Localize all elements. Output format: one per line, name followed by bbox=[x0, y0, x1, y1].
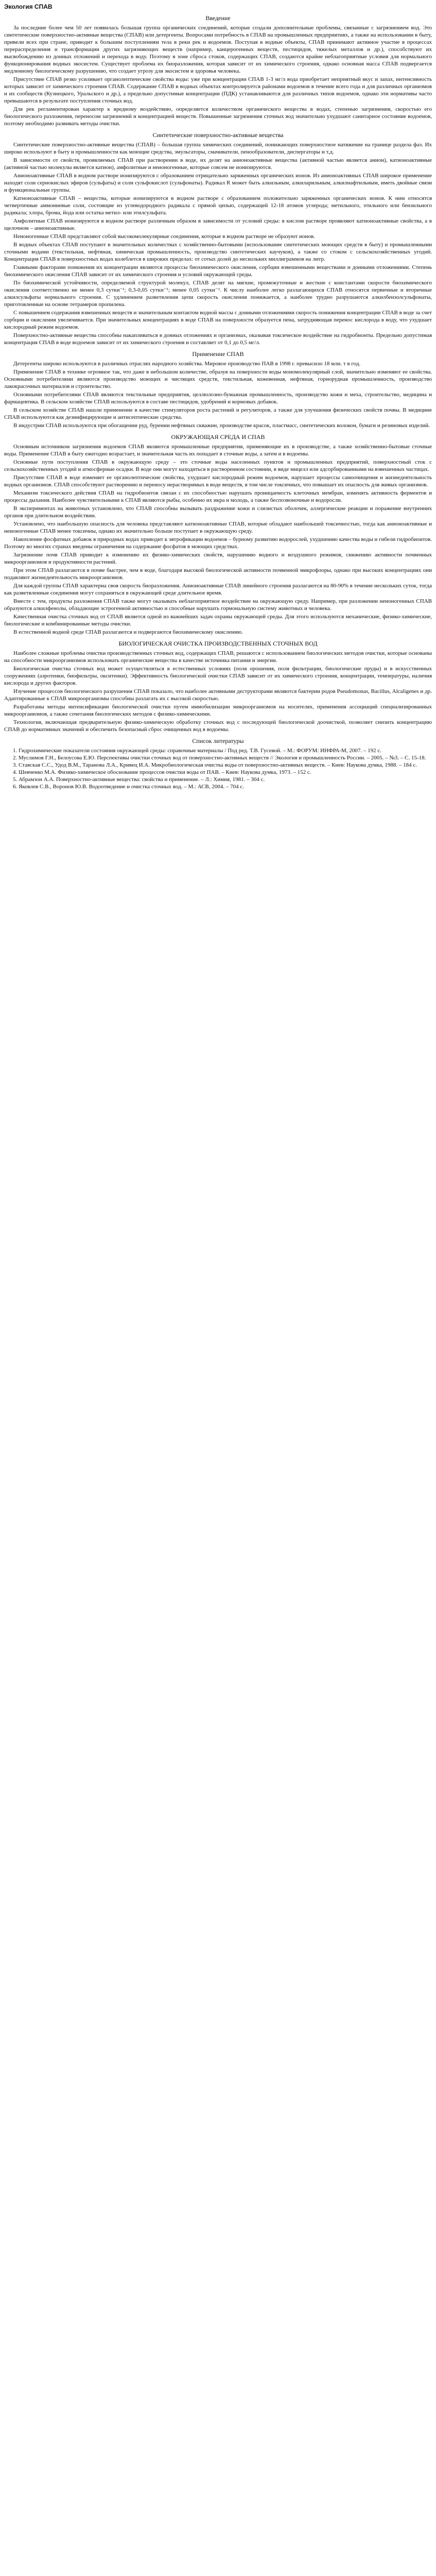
paragraph: В естественной водной среде СПАВ разлагаются и подвергаются биохимическому окислению. bbox=[13, 629, 243, 635]
paragraph: Биологическая очистка сточных вод может осуществляться в естественных условиях (поля орошения, поля фильтрации, биологические пруды) и в искусственных сооружениях (аэротенки, биофильтры, окситенки). Эффективность биологической очистки СПАВ зависит от их химического строения, концентрации, температуры, наличия кислорода и других факторов. bbox=[4, 666, 432, 686]
reference-item: 6. Яковлев С.В., Воронов Ю.В. Водоотведение и очистка сточных вод. – М.: АСВ, 2004. – 704 с. bbox=[19, 783, 432, 790]
paragraph: Для рек регламентирован характер к вредному воздействию, определяется количеством органического вещества в водах, степенью загрязнения, скоростью его биологического разложения, переносом загрязнений и концентрацией веществ. Повышенные загрязнения сточных вод значительно ухудшают санитарное состояние водоемов, поэтому необходимо развивать методы очистки. bbox=[4, 106, 432, 127]
reference-item: 4. Шевченко М.А. Физико-химическое обоснование процессов очистки воды от ПАВ. – Киев: Наукова думка, 1973. – 152 с. bbox=[19, 769, 432, 776]
paragraph: Применение СПАВ в технике огромное так, что даже в небольшом количестве, образуя на поверхности воды мономолекулярный слой, значительно изменяют ее свойства. Основными потребителями являются производство моющих и чистящих средств, текстильная, кожевенная, нефтяная, горнорудная промышленность, производство лакокрасочных материалов и строительство. bbox=[4, 369, 432, 389]
reference-item: 5. Абрамзон А.А. Поверхностно-активные вещества: свойства и применение. – Л.: Химия, 1981. – 304 с. bbox=[19, 776, 432, 783]
reference-item: 1. Гидрохимические показатели состояния окружающей среды: справочные материалы / Под ред. Т.В. Гусевой. – М.: ФОРУМ: ИНФРА-М, 2007. – 192 с. bbox=[19, 747, 432, 754]
paragraph: Накопление фосфатных добавок в природных водах приводит к эвтрофикации водоемов – бурному развитию водорослей, ухудшению качества воды и гибели гидробионтов. Поэтому во многих странах введены ограничения на содержание фосфатов в моющих средствах. bbox=[4, 536, 432, 550]
paragraph: Наиболее сложные проблемы очистки производственных сточных вод, содержащих СПАВ, решаются с использованием биологических методов очистки, которые основаны на способности микроорганизмов использовать органические вещества в качестве источника питания и энергии. bbox=[4, 650, 432, 664]
paragraph: Технология, включающая предварительную физико-химическую обработку сточных вод с последующей биологической доочисткой, позволяет снизить концентрацию СПАВ до нормативных значений и обеспечить безопасный сброс очищенных вод в водоемы. bbox=[4, 719, 432, 733]
paragraph: В индустрии СПАВ используются при обогащении руд, бурении нефтяных скважин, производстве красок, пластмасс, синтетических волокон, бумаги и резиновых изделий. bbox=[13, 422, 430, 429]
paragraph: При этом СПАВ разлагаются в почве быстрее, чем в воде, благодаря высокой биологической активности почвенной микрофлоры, однако при высоких концентрациях они подавляют жизнедеятельность микроорганизмов. bbox=[4, 567, 432, 581]
paragraph: Синтетические поверхностно-активные вещества (СПАВ) – большая группа химических соединений, понижающих поверхностное натяжение на границе раздела фаз. Их широко используют в быту и промышленности как моющие средства, эмульгаторы, смачиватели, пенообразователи, диспергаторы и т.д. bbox=[4, 142, 432, 155]
paragraph: Поверхностно-активные вещества способны накапливаться в донных отложениях и организмах, оказывая токсическое воздействие на гидробионты. Предельно допустимая концентрация СПАВ в воде водоемов зависит от их химического строения и составляет от 0,1 до 0,5 мг/л. bbox=[4, 332, 432, 346]
paragraph: Амфолитные СПАВ ионизируются в водном растворе различным образом в зависимости от условий среды: в кислом растворе проявляют катионоактивные свойства, а в щелочном – анионоактивные. bbox=[4, 218, 432, 231]
paragraph: Установлено, что наибольшую опасность для человека представляют катионоактивные СПАВ, которые обладают наибольшей токсичностью, тогда как анионоактивные и неионогенные СПАВ менее токсичны, однако их значительно больше поступает в окружающую среду. bbox=[4, 521, 432, 534]
paragraph: Разработаны методы интенсификации биологической очистки путем иммобилизации микроорганизмов на носителях, применения ассоциаций специализированных микроорганизмов, а также сочетания биологических методов с физико-химическими. bbox=[4, 704, 432, 717]
paragraph: Основными потребителями СПАВ являются текстильные предприятия, целлюлозно-бумажная промышленность, производство кожи и меха, строительство, медицина и фармацевтика. В сельском хозяйстве СПАВ используются в составе пестицидов, удобрений и кормовых добавок. bbox=[4, 392, 432, 405]
paragraph: Загрязнение почв СПАВ приводит к изменению их физико-химических свойств, нарушению водного и воздушного режимов, снижению активности почвенных микроорганизмов и продуктивности растений. bbox=[4, 552, 432, 565]
paragraph: В зависимости от свойств, проявляемых СПАВ при растворении в воде, их делят на анионоактивные вещества (активной частью является анион), катионоактивные (активной частью молекулы является катион), амфолитные и неионогенные, которые совсем не ионизируются. bbox=[4, 157, 432, 171]
paragraph: Главными факторами понижения их концентрации являются процессы биохимического окисления, сорбции взвешенными веществами и донными отложениями. Степень биохимического окисления СПАВ зависит от их химического строения и условий окружающей среды. bbox=[4, 264, 432, 278]
paragraph: Механизм токсического действия СПАВ на гидробионтов связан с их способностью нарушать проницаемость клеточных мембран, изменять активность ферментов и процессы дыхания. Наиболее чувствительными к СПАВ являются рыбы, особенно их икра и молодь, а также беспозвоночные и водоросли. bbox=[4, 490, 432, 503]
paragraph: В экспериментах на животных установлено, что СПАВ способны вызывать раздражение кожи и слизистых оболочек, аллергические реакции и поражение внутренних органов при длительном воздействии. bbox=[4, 505, 432, 519]
document-body bbox=[4, 14, 432, 733]
section-title: БИОЛОГИЧЕСКАЯ ОЧИСТКА ПРОИЗВОДСТВЕННЫХ СТОЧНЫХ ВОД bbox=[118, 640, 318, 647]
paragraph: Для каждой группы СПАВ характерна своя скорость биоразложения. Анионоактивные СПАВ линейного строения разлагаются на 80-90% в течение нескольких суток, тогда как разветвленные соединения могут сохраняться в окружающей среде длительное время. bbox=[4, 583, 432, 596]
references-title: Список литературы bbox=[192, 737, 244, 744]
paragraph: По биохимической устойчивости, определяемой структурой молекул, СПАВ делят на мягкие, промежуточные и жесткие с константами скорости биохимического окисления соответственно не менее 0,3 сутки⁻¹; 0,3-0,05 сутки⁻¹; менее 0,05 сутки⁻¹. К числу наиболее легко разлагающихся СПАВ относятся первичные и вторичные алкилсульфаты нормального строения. С удлинением разветвления цепи скорость окисления понижается, а наиболее трудно разрушаются алкилбензолсульфонаты, приготовленные на основе тетрамеров пропилена. bbox=[4, 280, 432, 308]
section-title: Введение bbox=[205, 14, 231, 22]
section-title: Синтетические поверхностно-активные вещества bbox=[152, 131, 284, 139]
paragraph: Присутствие СПАВ резко усиливает органолептические свойства воды: уже при концентрации СПАВ 1-3 мг/л вода приобретает неприятный вкус и запах, интенсивность которых зависит от химического строения СПАВ. Содержание СПАВ в водных объектах контролируется районами водоемов в течение всего года и для различных организмов и их сообществ (Кузнецкого, Уральского и др.), а предельно допустимые концентрации (ПДК) устанавливаются для различных типов водоемов, однако эти нормативы часто превышаются в результате поступления сточных вод. bbox=[4, 76, 432, 104]
reference-item: 2. Муслимов Г.Н., Белоусова Е.Ю. Перспективы очистки сточных вод от поверхностно-активных веществ // Экология и промышленность России. – 2005. – №3. – С. 15-18. bbox=[19, 754, 432, 761]
paragraph: В водных объектах СПАВ поступают в значительных количествах с хозяйственно-бытовыми (использование синтетических моющих средств в быту) и промышленными сточными водами (текстильная, нефтяная, химическая промышленность, производство синтетических каучуков), а также со стоком с сельскохозяйственных угодий. Концентрация СПАВ в поверхностных водах колеблется в широких пределах: от сотых долей до нескольких миллиграммов на литр. bbox=[4, 242, 432, 262]
paragraph: Детергенты широко используются в различных отраслях народного хозяйства. Мировое производство ПАВ в 1998 г. превысило 18 млн. т в год. bbox=[13, 361, 361, 367]
reference-item: 3. Ставская С.С., Удод В.М., Таранова Л.А., Кривец И.А. Микробиологическая очистка воды от поверхностно-активных веществ. – Киев: Наукова думка, 1988. – 184 с. bbox=[19, 761, 432, 769]
paragraph: Анионоактивные СПАВ в водном растворе ионизируются с образованием отрицательно заряженных органических ионов. Из анионоактивных СПАВ широкое применение находят соли сернокислых эфиров (сульфаты) и соли сульфокислот (сульфонаты). Радикал R может быть алкильным, алкиларильным, алкилнафтильным, иметь двойные связи и функциональные группы. bbox=[4, 173, 432, 193]
section-title: ОКРУЖАЮЩАЯ СРЕДА И СПАВ bbox=[171, 433, 265, 440]
paragraph: Неионогенные СПАВ представляют собой высокомолекулярные соединения, которые в водном растворе не образуют ионов. bbox=[13, 233, 315, 240]
paragraph: Вместе с тем, продукты разложения СПАВ также могут оказывать неблагоприятное воздействие на окружающую среду. Например, при разложении неионогенных СПАВ образуются алкилфенолы, обладающие эстрогенной активностью и способные нарушать гормональную систему животных и человека. bbox=[4, 598, 432, 612]
section-title: Применение СПАВ bbox=[192, 350, 244, 358]
document-page bbox=[0, 0, 436, 796]
references-list bbox=[4, 747, 432, 790]
document-title: Экология СПАВ bbox=[4, 3, 53, 10]
paragraph: Основным источником загрязнения водоемов СПАВ являются промышленные предприятия, применяющие их в производстве, а также хозяйственно-бытовые сточные воды. Применение СПАВ в быту ежегодно возрастает, и значительная часть их попадает в сточные воды, а затем и в водоемы. bbox=[4, 444, 432, 457]
paragraph: Качественная очистка сточных вод от СПАВ является одной из важнейших задач охраны окружающей среды. Для этого используются механические, физико-химические, биологические и комбинированные методы очистки. bbox=[4, 614, 432, 627]
paragraph: Катионоактивные СПАВ – вещества, которые ионизируются в водном растворе с образованием положительно заряженных органических ионов. К ним относятся четвертичные аммониевые соли, состоящие из углеводородного радикала с прямой цепью, содержащей 12-18 атомов углерода; метильного, этильного или бензильного радикала; хлора, брома, йода или остатка метил- или этилсульфата. bbox=[4, 195, 432, 216]
paragraph: В сельском хозяйстве СПАВ нашли применение в качестве стимуляторов роста растений и регуляторов, а также для улучшения физических свойств почвы. В медицине СПАВ используются как дезинфицирующие и антисептические средства. bbox=[4, 407, 432, 420]
paragraph: С повышением содержания взвешенных веществ и значительным контактом водной массы с донными отложениями скорость понижения концентрации СПАВ в воде за счет сорбции и окисления увеличивается. При значительных концентрациях в воде СПАВ на поверхности образуется пена, затрудняющая перенос кислорода в воду, что ухудшает кислородный режим водоемов. bbox=[4, 310, 432, 330]
paragraph: Изучение процессов биологического разрушения СПАВ показало, что наиболее активными деструкторами являются бактерии родов Pseudomonas, Bacillus, Alcaligenes и др. Адаптированные к СПАВ микроорганизмы способны разлагать их с высокой скоростью. bbox=[4, 688, 432, 702]
paragraph: Основные пути поступления СПАВ в окружающую среду – это сточные воды населенных пунктов и промышленных предприятий, поверхностный сток с сельскохозяйственных угодий и атмосферные осадки. В воде они могут находиться в растворенном состоянии, в виде мицелл или адсорбированными на взвешенных частицах. bbox=[4, 459, 432, 472]
paragraph: Присутствие СПАВ в воде изменяет ее органолептические свойства, ухудшает кислородный режим водоемов, нарушает процессы самоочищения и жизнедеятельность водных организмов. СПАВ способствуют растворению и переносу нерастворимых в воде веществ, в том числе токсичных, что повышает их опасность для живых организмов. bbox=[4, 474, 432, 488]
paragraph: За последние более чем 50 лет появилась большая группа органических соединений, которые создали дополнительные проблемы, связанные с загрязнением вод. Это синтетические поверхностно-активные вещества (СПАВ) или детергенты. Вопросами потребность в СПАВ на промышленных предприятиях, а также на использовании в быту, привели всех при стране, приводит к большим поступлениям тела в реки рек и водоемов. Поступая в водные объекты, СПАВ принимают активное участие в процессах перераспределения и трансформации других загрязняющих веществ (например, канцерогенных веществ, пестицидов, тяжелых металлов и др.), способствуют их высвобождению из донных отложений и перехода в воду. Поэтому в зоне сброса стоков, содержащих СПАВ, создаются крайне неблагоприятные условия для нормального функционирования водных экосистем. Существует проблема их биоразложения, которая зависит от их химического строения, однако основная масса СПАВ подвергается медленному биологическому разрушению, что создает угрозу для экосистем и здоровья человека. bbox=[4, 25, 432, 74]
